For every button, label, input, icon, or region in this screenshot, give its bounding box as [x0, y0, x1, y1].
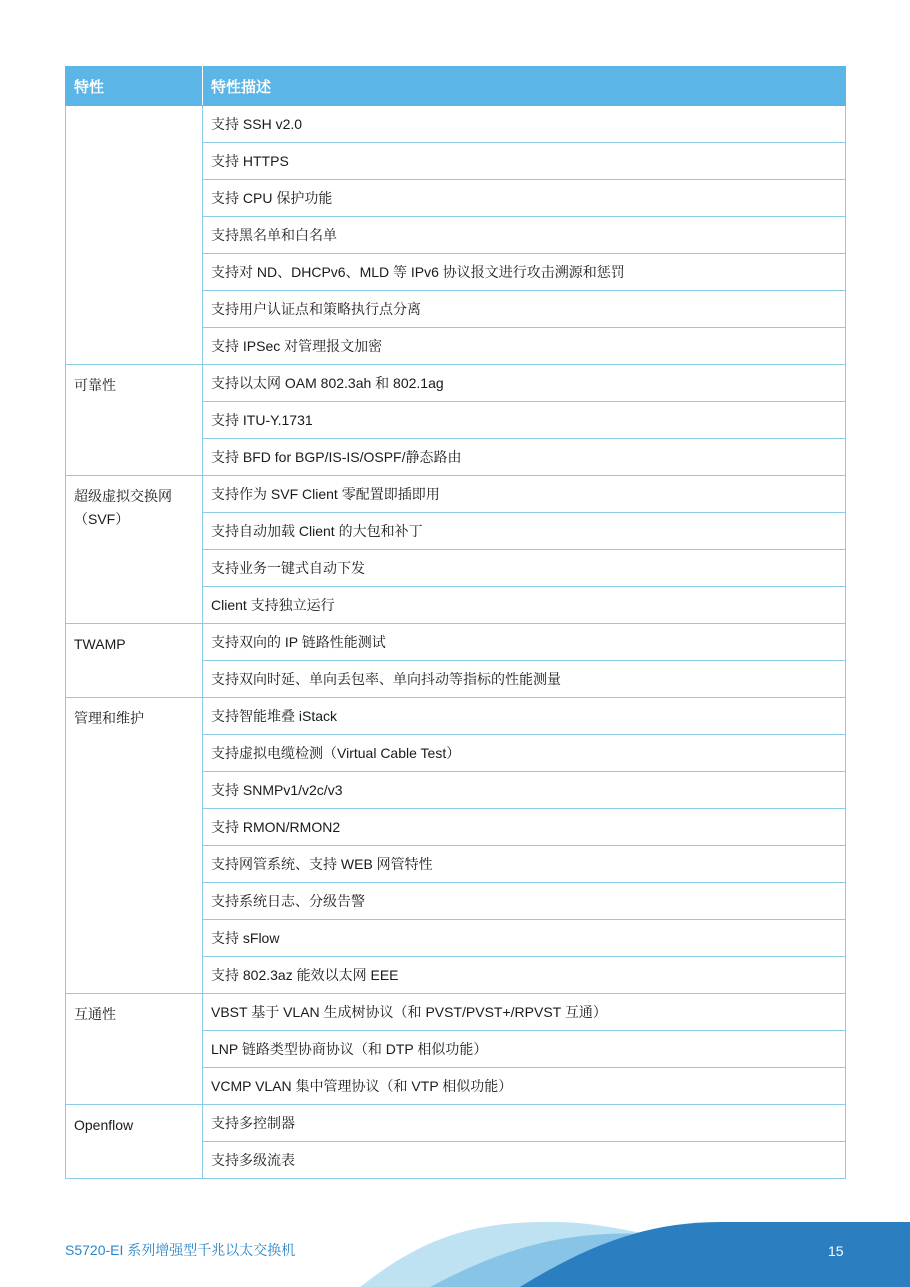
feature-description-cell: 支持业务一键式自动下发	[203, 550, 846, 587]
feature-description-cell: 支持黑名单和白名单	[203, 217, 846, 254]
feature-description-cell: 支持多控制器	[203, 1105, 846, 1142]
feature-cell: 管理和维护	[66, 698, 203, 994]
feature-cell: 可靠性	[66, 365, 203, 476]
feature-description-cell: 支持 ITU-Y.1731	[203, 402, 846, 439]
feature-cell: 互通性	[66, 994, 203, 1105]
feature-description-cell: 支持 RMON/RMON2	[203, 809, 846, 846]
feature-description-cell: Client 支持独立运行	[203, 587, 846, 624]
table-row	[66, 698, 846, 735]
feature-description-cell: 支持 sFlow	[203, 920, 846, 957]
feature-description-cell: 支持对 ND、DHCPv6、MLD 等 IPv6 协议报文进行攻击溯源和惩罚	[203, 254, 846, 291]
feature-description-cell: VBST 基于 VLAN 生成树协议（和 PVST/PVST+/RPVST 互通）	[203, 994, 846, 1031]
table-row	[66, 476, 846, 513]
feature-description-cell: 支持 IPSec 对管理报文加密	[203, 328, 846, 365]
header-feature: 特性	[66, 67, 203, 106]
feature-description-cell: VCMP VLAN 集中管理协议（和 VTP 相似功能）	[203, 1068, 846, 1105]
feature-description-cell: 支持 BFD for BGP/IS-IS/OSPF/静态路由	[203, 439, 846, 476]
feature-cell: Openflow	[66, 1105, 203, 1179]
feature-description-cell: LNP 链路类型协商协议（和 DTP 相似功能）	[203, 1031, 846, 1068]
feature-description-cell: 支持多级流表	[203, 1142, 846, 1179]
table-row	[66, 106, 846, 143]
header-description: 特性描述	[203, 67, 846, 106]
feature-description-cell: 支持 CPU 保护功能	[203, 180, 846, 217]
table-row	[66, 365, 846, 402]
footer-document-title: S5720-EI 系列增强型千兆以太交换机	[65, 1242, 296, 1258]
feature-description-cell: 支持系统日志、分级告警	[203, 883, 846, 920]
spec-table	[65, 66, 846, 1179]
feature-description-cell: 支持用户认证点和策略执行点分离	[203, 291, 846, 328]
feature-description-cell: 支持 802.3az 能效以太网 EEE	[203, 957, 846, 994]
table-row	[66, 624, 846, 661]
feature-description-cell: 支持 SSH v2.0	[203, 106, 846, 143]
feature-description-cell: 支持双向时延、单向丢包率、单向抖动等指标的性能测量	[203, 661, 846, 698]
feature-description-cell: 支持作为 SVF Client 零配置即插即用	[203, 476, 846, 513]
feature-description-cell: 支持虚拟电缆检测（Virtual Cable Test）	[203, 735, 846, 772]
feature-cell: 超级虚拟交换网（SVF）	[66, 476, 203, 624]
feature-cell: TWAMP	[66, 624, 203, 698]
feature-description-cell: 支持网管系统、支持 WEB 网管特性	[203, 846, 846, 883]
table-row	[66, 994, 846, 1031]
table-row	[66, 1105, 846, 1142]
feature-description-cell: 支持 SNMPv1/v2c/v3	[203, 772, 846, 809]
feature-description-cell: 支持双向的 IP 链路性能测试	[203, 624, 846, 661]
feature-description-cell: 支持以太网 OAM 802.3ah 和 802.1ag	[203, 365, 846, 402]
feature-description-cell: 支持 HTTPS	[203, 143, 846, 180]
feature-cell	[66, 106, 203, 365]
feature-description-cell: 支持智能堆叠 iStack	[203, 698, 846, 735]
feature-description-cell: 支持自动加载 Client 的大包和补丁	[203, 513, 846, 550]
table-header-row	[66, 67, 846, 106]
page-number: 15	[828, 1243, 844, 1259]
